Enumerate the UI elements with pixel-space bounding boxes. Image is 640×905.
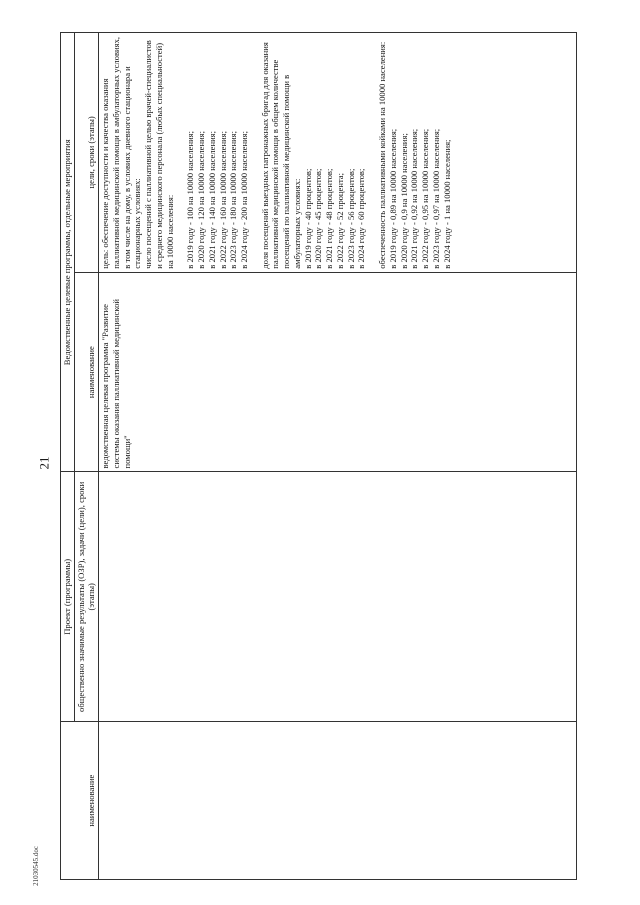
file-label: 21030545.doc: [31, 846, 40, 886]
page-number: 21: [36, 456, 52, 470]
header-name: наименование: [61, 722, 99, 880]
list-item: в 2023 году - 180 на 10000 населения;: [228, 130, 239, 269]
program-table: [60, 32, 577, 880]
cell-goals: [99, 33, 577, 273]
header-departmental: Ведомственные целевые программы, отдельные мероприятия: [61, 33, 75, 473]
list-item: в 2024 году - 200 на 10000 населения;: [239, 130, 250, 269]
list-item: в 2024 году - 1 на 10000 населения;: [441, 139, 452, 269]
list-item: в 2021 году - 140 на 10000 населения;: [206, 130, 217, 269]
list-item: в 2021 году - 0,92 на 10000 населения;: [409, 128, 420, 269]
list-item: в 2022 году - 52 процента;: [334, 172, 345, 269]
header-dep-goals: цели, сроки (этапы): [74, 33, 98, 273]
list-item: в 2020 году - 120 на 10000 населения;: [196, 130, 207, 269]
list-item: в 2022 году - 160 на 10000 населения;: [217, 130, 228, 269]
goal-intro: цель: обеспечение доступности и качества оказания паллиативной медицинской помощи в амбулаторных условиях, в том числе на дому, в условиях дневного стационара и стационарных условиях:: [100, 36, 143, 269]
list-item: в 2023 году - 0,97 на 10000 населения;: [430, 128, 441, 269]
cell-dep-program: ведомственная целевая программа "Развитие системы оказания паллиативной медицинской помощи": [99, 272, 577, 472]
beds-label: обеспеченность паллиативными койками на 10000 населения:: [377, 41, 388, 269]
document-sheet: [60, 18, 620, 888]
list-item: в 2019 году - 100 на 10000 населения;: [185, 130, 196, 269]
cell-ozr: [99, 472, 577, 722]
list-item: в 2019 году - 40 процентов;: [302, 168, 313, 269]
rotated-page: [60, 18, 620, 888]
beds-block: [377, 36, 452, 269]
list-item: в 2020 году - 0,9 на 10000 населения;: [398, 133, 409, 269]
header-dep-name: наименование: [74, 272, 98, 472]
table-row: [99, 33, 577, 880]
share-block: [260, 36, 367, 269]
list-item: в 2019 году - 0,89 на 10000 населения;: [387, 128, 398, 269]
list-item: в 2020 году - 45 процентов;: [313, 168, 324, 269]
list-item: в 2022 году - 0,95 на 10000 населения;: [420, 128, 431, 269]
header-project: Проект (программы): [61, 472, 75, 722]
list-item: в 2024 году - 60 процентов;: [356, 168, 367, 269]
visits-list: [185, 36, 249, 269]
visits-label: число посещений с паллиативной целью врачей-специалистов и среднего медицинского персонала (любых специальностей) на 10000 населения:: [143, 40, 175, 269]
table-header-row-1: [61, 33, 75, 880]
cell-name: [99, 722, 577, 880]
list-item: в 2021 году - 48 процентов;: [324, 168, 335, 269]
header-ozr: общественно значимые результаты (ОЗР), задачи (цели), сроки (этапы): [74, 472, 98, 722]
share-label: доля посещений выездных патронажных бригад для оказания паллиативной медицинской помощи в общем количестве посещений по паллиативной медицинской помощи в амбулаторных условиях:: [259, 42, 302, 269]
list-item: в 2023 году - 56 процентов;: [345, 168, 356, 269]
